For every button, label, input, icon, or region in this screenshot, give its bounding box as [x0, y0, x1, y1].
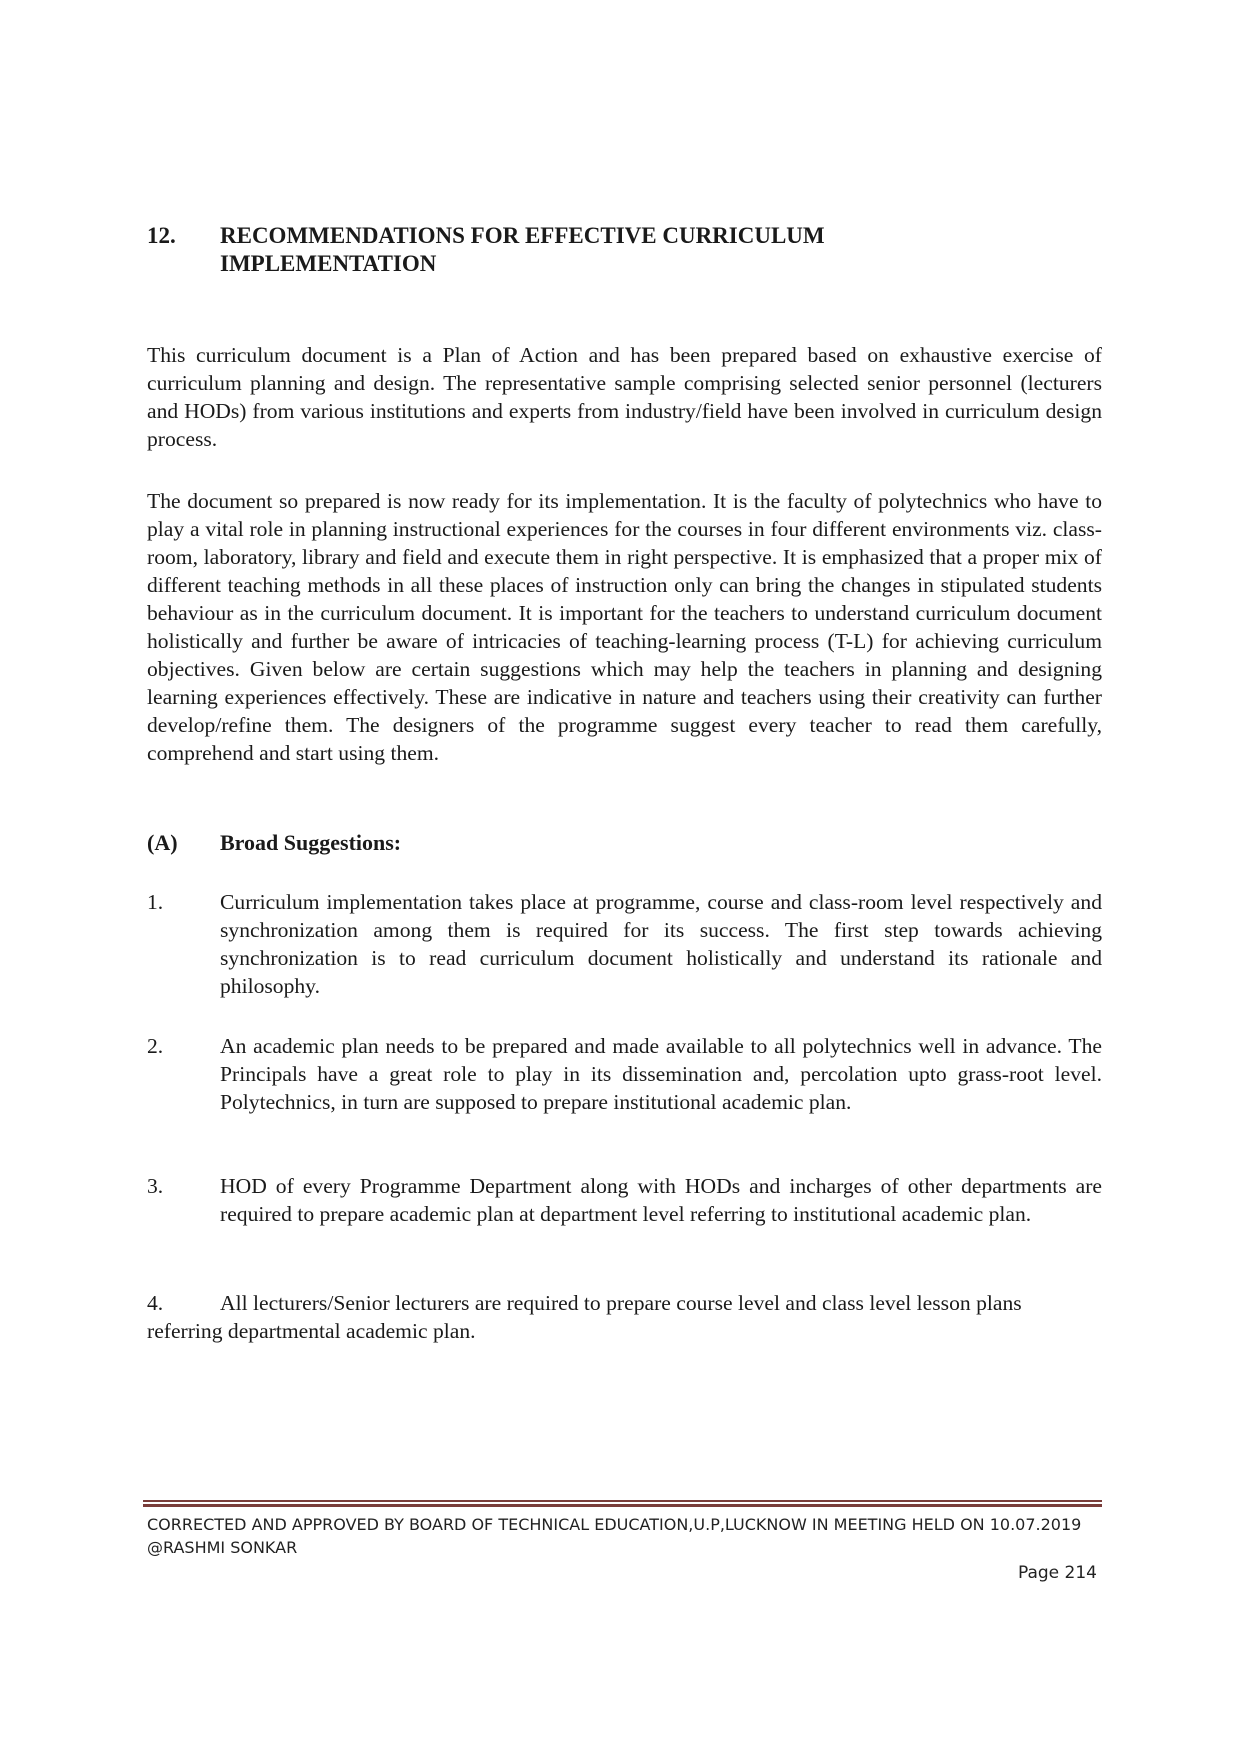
footer-divider-line-thin — [143, 1500, 1102, 1502]
footer-divider-line-thick — [143, 1504, 1102, 1507]
list-item-text: Curriculum implementation takes place at programme, course and class-room level respectively and synchronization among them is required for its success. The first step towards achieving synchronization is to read curriculum document holistically and understand its rationale and philosophy. — [220, 890, 1102, 998]
list-item-text: All lecturers/Senior lecturers are required to prepare course level and class level lesson plans referring departmental academic plan. — [147, 1291, 1022, 1343]
implementation-paragraph: The document so prepared is now ready for its implementation. It is the faculty of polytechnics who have to play a vital role in planning instructional experiences for the courses in four different environments viz. class-room, laboratory, library and field and execute them in right perspective. It is emphasized that a proper mix of different teaching methods in all these places of instruction only can bring the changes in stipulated students behaviour as in the curriculum document. It is important for the teachers to understand curriculum document holistically and further be aware of intricacies of teaching-learning process (T-L) for achieving curriculum objectives. Given below are certain suggestions which may help the teachers in planning and designing learning experiences effectively. These are indicative in nature and teachers using their creativity can further develop/refine them. The designers of the programme suggest every teacher to read them carefully, comprehend and start using them. — [147, 489, 1102, 765]
list-item-number: 4. — [147, 1291, 164, 1315]
section-heading-number: 12. — [147, 223, 176, 248]
list-item-number: 2. — [147, 1034, 164, 1058]
intro-paragraph: This curriculum document is a Plan of Action and has been prepared based on exhaustive exercise of curriculum planning and design. The representative sample comprising selected senior personnel (lecturers and HODs) from various institutions and experts from industry/field have been involved in curriculum design process. — [147, 343, 1102, 451]
subsection-number: (A) — [147, 830, 178, 855]
footer-note: CORRECTED AND APPROVED BY BOARD OF TECHNICAL EDUCATION,U.P,LUCKNOW IN MEETING HELD ON 10.07.2019 @RASHMI SONKAR — [147, 1515, 1082, 1557]
page-number: Page 214 — [1017, 1563, 1097, 1583]
list-item-number: 1. — [147, 890, 164, 914]
list-item-number: 3. — [147, 1174, 164, 1198]
list-item-text: An academic plan needs to be prepared and made available to all polytechnics well in advance. The Principals have a great role to play in its dissemination and, percolation upto grass-root level. Polytechnics, in turn are supposed to prepare institutional academic plan. — [220, 1034, 1102, 1114]
footer-divider — [143, 1500, 1102, 1507]
list-item-text: HOD of every Programme Department along with HODs and incharges of other departments are required to prepare academic plan at department level referring to institutional academic plan. — [220, 1174, 1102, 1226]
section-heading-title: RECOMMENDATIONS FOR EFFECTIVE CURRICULUM IMPLEMENTATION — [220, 223, 825, 276]
subsection-label: Broad Suggestions: — [220, 830, 402, 855]
